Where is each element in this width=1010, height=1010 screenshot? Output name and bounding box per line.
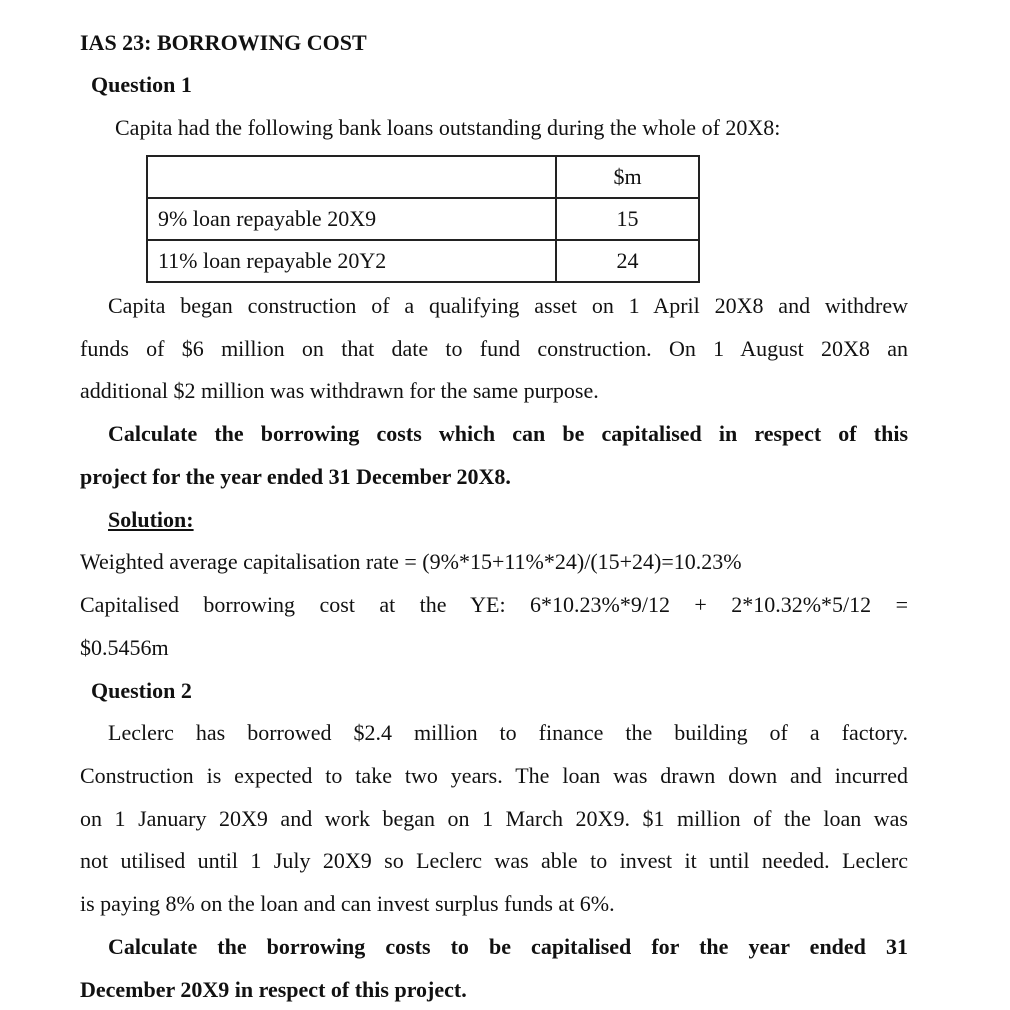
question-1-paragraph-line bbox=[108, 293, 908, 319]
question-2-paragraph-line bbox=[108, 720, 908, 746]
question-2-paragraph-line: is paying 8% on the loan and can invest surplus funds at 6%. bbox=[80, 891, 615, 916]
paragraph-text: on 1 January 20X9 and work began on 1 March 20X9. $1 million of the loan was bbox=[80, 806, 908, 831]
question-1-heading: Question 1 bbox=[91, 72, 192, 97]
table-cell-loan: 11% loan repayable 20Y2 bbox=[147, 240, 556, 282]
paragraph-text: funds of $6 million on that date to fund construction. On 1 August 20X8 an bbox=[80, 336, 908, 361]
table-header-cell bbox=[147, 156, 556, 198]
paragraph-text: Construction is expected to take two years. The loan was drawn down and incurred bbox=[80, 763, 908, 788]
paragraph-text: Capita began construction of a qualifying asset on 1 April 20X8 and withdrew bbox=[108, 293, 908, 318]
question-2-paragraph-line bbox=[80, 806, 908, 832]
question-1-task-line: project for the year ended 31 December 20X8. bbox=[80, 464, 511, 489]
question-1-paragraph-line bbox=[80, 336, 908, 362]
paragraph-text: not utilised until 1 July 20X9 so Leclerc was able to invest it until needed. Leclerc bbox=[80, 848, 908, 873]
task-text: Calculate the borrowing costs which can be capitalised in respect of this bbox=[108, 421, 908, 446]
table-row bbox=[147, 198, 699, 240]
question-2-task-line bbox=[108, 934, 908, 960]
table-cell-loan: 9% loan repayable 20X9 bbox=[147, 198, 556, 240]
task-text: Calculate the borrowing costs to be capitalised for the year ended 31 bbox=[108, 934, 908, 959]
solution-text: Capitalised borrowing cost at the YE: 6*10.23%*9/12 + 2*10.32%*5/12 = bbox=[80, 592, 908, 617]
question-2-paragraph-line bbox=[80, 848, 908, 874]
table-cell-amount: 15 bbox=[556, 198, 699, 240]
loans-table bbox=[146, 155, 700, 283]
table-row bbox=[147, 240, 699, 282]
question-1-intro: Capita had the following bank loans outstanding during the whole of 20X8: bbox=[115, 115, 781, 140]
document-title: IAS 23: BORROWING COST bbox=[80, 30, 367, 55]
table-cell-amount: 24 bbox=[556, 240, 699, 282]
question-1-task-line bbox=[108, 421, 908, 447]
question-2-heading: Question 2 bbox=[91, 678, 192, 703]
solution-line bbox=[80, 592, 908, 618]
paragraph-text: Leclerc has borrowed $2.4 million to finance the building of a factory. bbox=[108, 720, 908, 745]
table-header-cell: $m bbox=[556, 156, 699, 198]
solution-line: Weighted average capitalisation rate = (9%*15+11%*24)/(15+24)=10.23% bbox=[80, 549, 742, 574]
question-1-paragraph-line: additional $2 million was withdrawn for the same purpose. bbox=[80, 378, 599, 403]
table-header-row bbox=[147, 156, 699, 198]
question-2-task-line: December 20X9 in respect of this project. bbox=[80, 977, 467, 1002]
question-2-paragraph-line bbox=[80, 763, 908, 789]
solution-label: Solution: bbox=[108, 507, 194, 532]
solution-line: $0.5456m bbox=[80, 635, 169, 660]
